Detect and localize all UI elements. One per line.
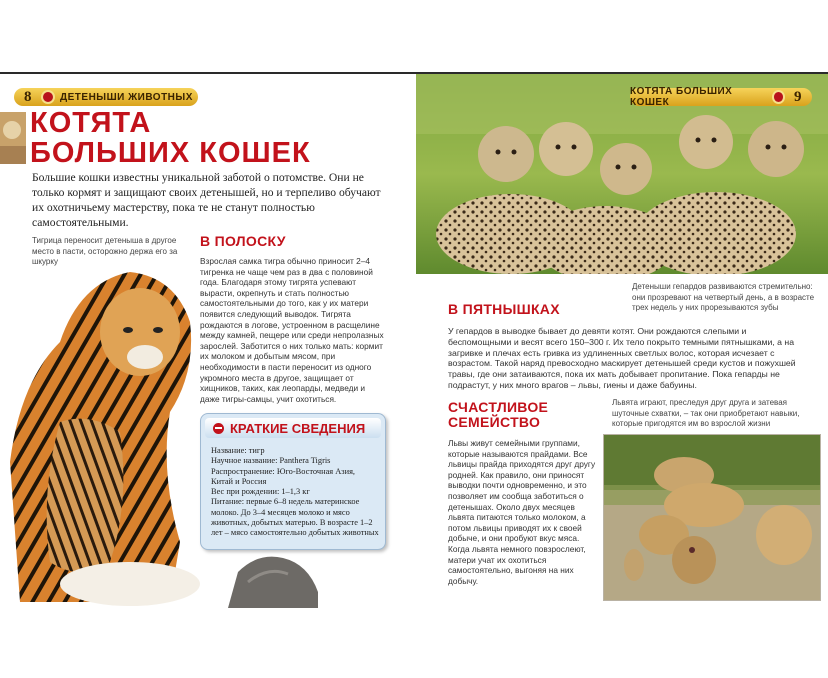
family-heading-line-2: СЕМЕЙСТВО	[448, 414, 541, 430]
tag-heading: В ПЯТНЫШКАХ	[448, 301, 560, 317]
lion-caption: Львята играют, преследуя друг друга и затевая шуточные схватки, – так они приобретают навыки, которые пригодятся им во взрослой жизни	[612, 398, 800, 428]
cub-thumbnail-photo	[0, 112, 26, 164]
family-paragraph: Львы живут семейными группами, которые называются прайдами. Все львицы прайда приходятся друг другу родней. Как правило, они приносят выводки почти одновременно, и это позволяет им сообща заботиться о детенышах. Около двух месяцев львята питаются только молоком, а потом львицы приводят их к своей добыче, и они пробуют вкус мяса. Когда львята немного повзрослеют, матери учат их охотиться самостоятельно, выгоняя на них добычу.	[448, 438, 596, 586]
info-line: Научное название: Panthera Tigris	[211, 456, 331, 466]
compass-icon	[772, 90, 785, 104]
right-section-title: КОТЯТА БОЛЬШИХ КОШЕК	[630, 86, 733, 108]
info-icon	[213, 423, 224, 434]
page-title	[30, 108, 311, 168]
right-page-number: 9	[794, 88, 802, 105]
info-line: Вес при рождении: 1–1,3 кг	[211, 487, 310, 497]
title-line-1: КОТЯТА	[30, 107, 152, 139]
lion-family-photo	[603, 434, 821, 601]
info-line: Распространение: Юго-Восточная Азия, Китай и Россия	[211, 466, 356, 486]
family-heading	[448, 400, 548, 430]
right-page-header	[630, 88, 812, 106]
info-box-text	[211, 446, 379, 539]
intro-paragraph: Большие кошки известны уникальной заботой о потомстве. Они не только кормят и защищают своих детенышей, но и терпеливо обучают их охотничьему мастерству, пока те не станут полностью самостоятельными.	[32, 171, 381, 229]
family-heading-line-1: СЧАСТЛИВОЕ	[448, 399, 549, 415]
stripes-heading: В ПОЛОСКУ	[200, 233, 286, 249]
title-line-2: БОЛЬШИХ КОШЕК	[30, 137, 311, 169]
rock-photo	[228, 552, 318, 608]
tiger-caption: Тигрица переносит детеныша в другое место в пасти, осторожно держа его за шкурку	[32, 236, 178, 266]
tag-paragraph: У гепардов в выводке бывает до девяти котят. Они рождаются слепыми и беспомощными и весят всего 150–300 г. Их тело покрыто темными пятнышками, а на загривке и плечах есть гривка из удлиненных светлых волос, которая исчезает с возрастом. Такой наряд превосходно маскирует детенышей среди кустов и пожухшей травы, где они затаиваются, пока их мать добывает пропитание. Пока гепарды не подрастут, у них много врагов – львы, гиены и даже бабуины.	[448, 326, 796, 390]
left-section-title: ДЕТЕНЫШИ ЖИВОТНЫХ	[60, 91, 193, 103]
info-box	[200, 413, 386, 550]
compass-icon	[41, 90, 55, 104]
stripes-paragraph: Взрослая самка тигра обычно приносит 2–4 тигренка не чаще чем раз в два с половиной года. Благодаря этому тигрята успевают вырасти, окрепнуть и стать полностью самостоятельными до того, как у их матери появится следующий выводок. Тигрята рождаются в логове, устроенном в расщелине между камней, пещере или среди непролазных зарослей. Заботится о них только мать: кормит их молоком и добытым мясом, при необходимости в пасти переносит из одного укромного места в другое, защищает от хищников, таких, как леопарды, медведи и даже тигры-самцы, учит охотиться.	[200, 256, 384, 404]
cheetah-caption: Детеныши гепардов развиваются стремительно: они прозревают на четвертый день, а в возрасте трех недель у них прорезываются зубы	[632, 282, 815, 312]
info-line: Название: тигр	[211, 446, 265, 455]
left-page-number: 8	[24, 88, 32, 105]
info-line: Питание: первые 6–8 недель материнское молоко. До 3–4 месяцев молоко и мясо животных, добытых матерью. В возрасте 1–2 лет – мясо самостоятельно добытых животных	[211, 497, 379, 538]
info-box-header	[205, 418, 381, 438]
tiger-photo	[0, 262, 200, 608]
info-box-title: КРАТКИЕ СВЕДЕНИЯ	[230, 420, 366, 436]
left-page-header	[14, 88, 198, 106]
